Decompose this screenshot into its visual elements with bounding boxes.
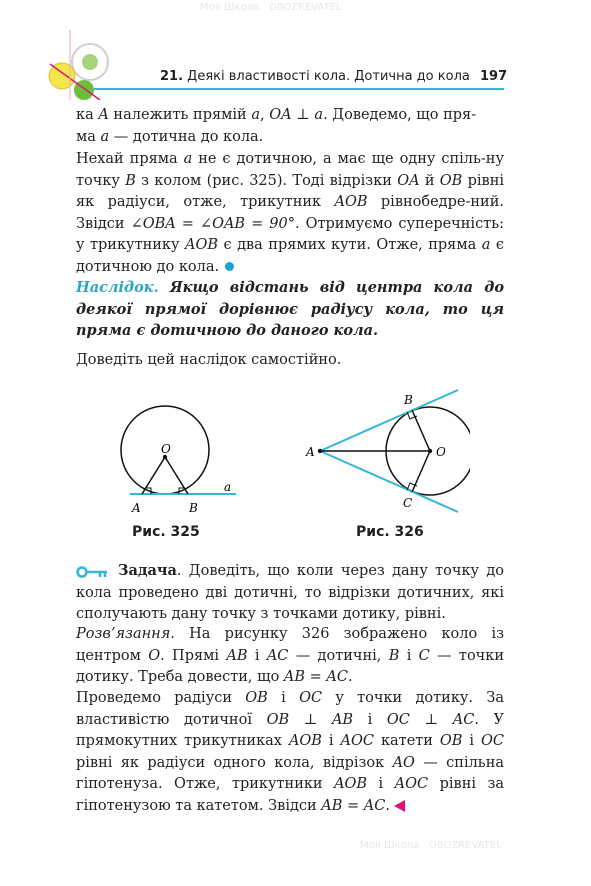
corollary-text: Якщо відстань від центра кола до деякої прямої дорівнює радіусу кола, то ця пряма є дотичною до даного кола. bbox=[76, 279, 504, 339]
fig326-caption: Рис. 326 bbox=[356, 524, 424, 540]
paragraph-1 bbox=[76, 105, 504, 148]
fig326-point-O bbox=[428, 449, 432, 453]
paragraph-2: Нехай пряма a не є дотичною, а має ще одну спіль-ну точку B з колом (рис. 325). Тоді відрізки OA й OB рівні як радіуси, отже, трикутник AOB рівнобедре-ний. Звідси ∠OBA = ∠OAB = 90°. Отримуємо суперечність: у трикутнику AOB є два прямих кути. Отже, пряма a є дотичною до кола. bbox=[76, 151, 504, 275]
fig325-label-B: B bbox=[189, 501, 198, 515]
fig326-label-A: A bbox=[306, 445, 315, 459]
fig325-caption: Рис. 325 bbox=[132, 524, 200, 540]
fig325-label-O: O bbox=[161, 442, 171, 456]
corollary bbox=[76, 277, 504, 342]
figure-326 bbox=[300, 385, 470, 525]
deco-circle-green-small bbox=[82, 54, 98, 70]
watermark: Моя Школа OBOZREVATEL bbox=[200, 2, 342, 13]
fig326-radius-OB bbox=[412, 410, 430, 451]
corollary-keyword: Наслідок. bbox=[76, 279, 159, 296]
fig326-label-O: O bbox=[436, 445, 446, 459]
fig326-tangent-AB bbox=[320, 390, 458, 451]
para1-line1: ка A належить прямій a, OA ⊥ a. Доведемо, що пря- bbox=[76, 107, 477, 123]
para1-line2: ма a — дотична до кола. bbox=[76, 128, 264, 145]
header-title bbox=[160, 69, 470, 84]
fig326-label-B: B bbox=[404, 393, 413, 407]
fig325-label-A: A bbox=[132, 501, 141, 515]
watermark: Моя Школа OBOZREVATEL bbox=[360, 840, 502, 851]
page-number: 197 bbox=[480, 69, 508, 84]
section-number: 21. bbox=[160, 69, 184, 84]
prove-self-text: Доведіть цей наслідок самостійно. bbox=[76, 352, 342, 368]
header-rule bbox=[94, 88, 504, 90]
proof: Проведемо радіуси OB і OC у точки дотику. За властивістю дотичної OB ⊥ AB і OC ⊥ AC. У прямокутних трикутниках AOB і AOC катети OB і OC рівні як радіуси одного кола, відрізок AO — спільна гіпотенуза. Отже, трикутники AOB і AOC рівні за гіпотенузою та катетом. Звідси AB = AC. bbox=[76, 690, 505, 814]
solution: Розв’язання. На рисунку 326 зображено коло із центром O. Прямі AB і AC — дотичні, B і C — точки дотику. Треба довести, що AB = AC. bbox=[76, 626, 504, 685]
fig326-label-C: C bbox=[403, 496, 413, 510]
task-text: . Доведіть, що коли через дану точку до кола проведено дві дотичні, то відрізки дотичних, які сполучають дану точку з точками дотику, рівні. bbox=[76, 563, 504, 622]
solution-keyword: Розв’язання. bbox=[76, 626, 175, 642]
end-of-solution-marker bbox=[394, 800, 405, 812]
fig326-point-A bbox=[318, 449, 322, 453]
fig325-label-a: a bbox=[224, 480, 232, 494]
fig326-tangent-AC bbox=[320, 451, 458, 512]
section-title: Деякі властивості кола. Дотична до кола bbox=[187, 69, 470, 84]
fig326-radius-OC bbox=[412, 451, 430, 492]
task-keyword: Задача bbox=[118, 562, 177, 579]
end-of-proof-dot bbox=[225, 262, 234, 271]
task bbox=[76, 560, 504, 626]
figure-325 bbox=[110, 400, 250, 520]
